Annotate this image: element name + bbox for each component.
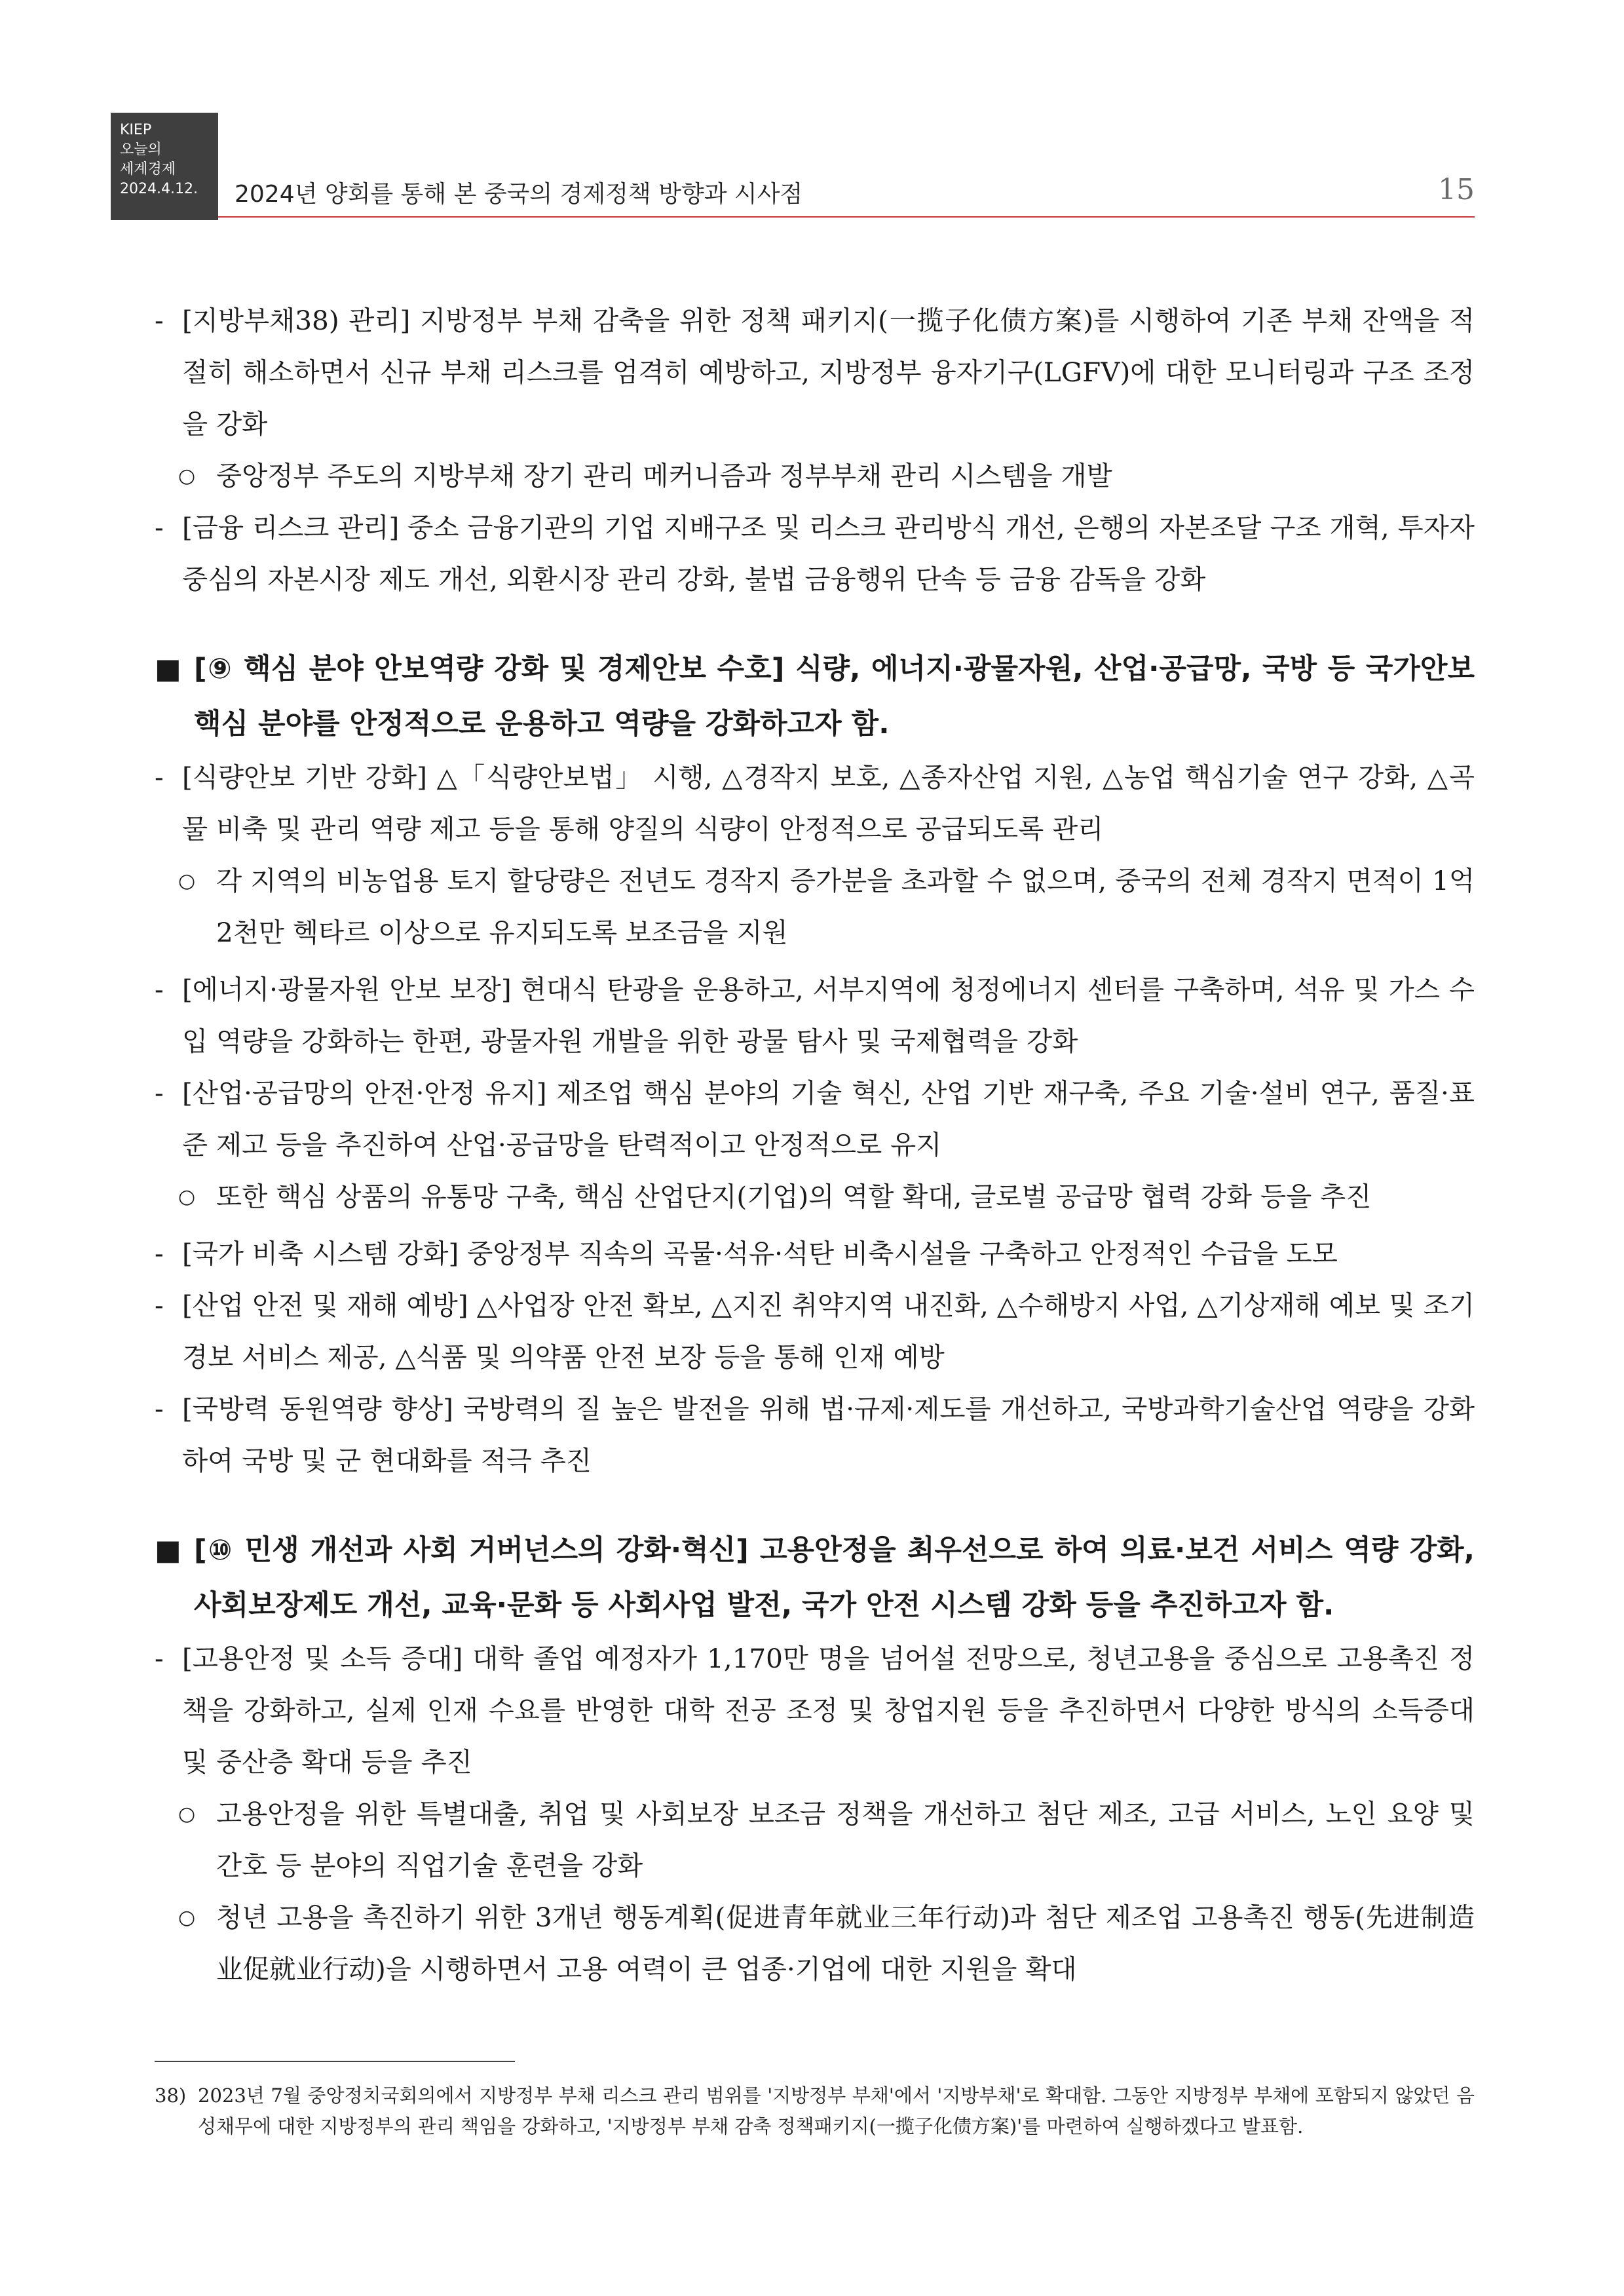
paragraph-text: 또한 핵심 상품의 유통망 구축, 핵심 산업단지(기업)의 역할 확대, 글로벌 공급망 협력 강화 등을 추진	[216, 1181, 1372, 1212]
sub-bullet-distribution	[155, 1171, 1475, 1223]
section-heading-livelihood	[155, 1523, 1475, 1633]
paragraph-text: [산업·공급망의 안전·안정 유지] 제조업 핵심 분야의 기술 혁신, 산업 기반 재구축, 주요 기술·설비 연구, 품질·표준 제고 등을 추진하여 산업·공급망을 탄력적이고 안정적으로 유지	[182, 1077, 1475, 1160]
badge-line-series-2: 세계경제	[120, 161, 176, 178]
dash-marker: -	[155, 1393, 164, 1425]
footnote-rule	[155, 2061, 515, 2062]
paragraph-text: [금융 리스크 관리] 중소 금융기관의 기업 지배구조 및 리스크 관리방식 개선, 은행의 자본조달 구조 개혁, 투자자 중심의 자본시장 제도 개선, 외환시장 관리 강화, 불법 금융행위 단속 등 금융 감독을 강화	[182, 512, 1475, 595]
paragraph-text: [국방력 동원역량 향상] 국방력의 질 높은 발전을 위해 법·규제·제도를 개선하고, 국방과학기술산업 역량을 강화하여 국방 및 군 현대화를 적극 추진	[182, 1393, 1475, 1476]
circle-marker: ○	[178, 1906, 196, 1929]
sub-bullet-vocational-training	[155, 1788, 1475, 1892]
circle-marker: ○	[178, 1185, 196, 1208]
dash-marker: -	[155, 1238, 164, 1269]
bullet-disaster-prevention	[155, 1280, 1475, 1383]
dash-marker: -	[155, 305, 164, 336]
bullet-financial-risk	[155, 502, 1475, 605]
sub-bullet-farmland	[155, 855, 1475, 959]
circle-marker: ○	[178, 870, 196, 892]
section-gap	[155, 1487, 1475, 1523]
heading-text: [⑨ 핵심 분야 안보역량 강화 및 경제안보 수호] 식량, 에너지·광물자원, 산업·공급망, 국방 등 국가안보 핵심 분야를 안정적으로 운용하고 역량을 강화하고자 함.	[194, 653, 1475, 740]
badge-line-date: 2024.4.12.	[120, 181, 198, 197]
paragraph-text: [국가 비축 시스템 강화] 중앙정부 직속의 곡물·석유·석탄 비축시설을 구축하고 안정적인 수급을 도모	[182, 1238, 1338, 1269]
dash-marker: -	[155, 1643, 164, 1674]
paragraph-text: [지방부채38) 관리] 지방정부 부채 감축을 위한 정책 패키지(一揽子化债方案)를 시행하여 기존 부채 잔액을 적절히 해소하면서 신규 부채 리스크를 엄격히 예방하고, 지방정부 융자기구(LGFV)에 대한 모니터링과 구조 조정을 강화	[182, 305, 1475, 440]
dash-marker: -	[155, 1290, 164, 1321]
dash-marker: -	[155, 761, 164, 793]
footnote-number: 38)	[155, 2084, 187, 2107]
heading-text: [⑩ 민생 개선과 사회 거버넌스의 강화·혁신] 고용안정을 최우선으로 하여 의료·보건 서비스 역량 강화, 사회보장제도 개선, 교육·문화 등 사회사업 발전, 국가 안전 시스템 강화 등을 추진하고자 함.	[194, 1534, 1475, 1622]
bullet-food-security	[155, 752, 1475, 855]
bullet-supply-chain	[155, 1067, 1475, 1171]
bullet-employment-income	[155, 1633, 1475, 1788]
paragraph-text: 각 지역의 비농업용 토지 할당량은 전년도 경작지 증가분을 초과할 수 없으며, 중국의 전체 경작지 면적이 1억 2천만 헥타르 이상으로 유지되도록 보조금을 지원	[216, 865, 1475, 948]
bullet-national-defense	[155, 1383, 1475, 1487]
paragraph-text: [산업 안전 및 재해 예방] △사업장 안전 확보, △지진 취약지역 내진화, △수해방지 사업, △기상재해 예보 및 조기경보 서비스 제공, △식품 및 의약품 안전 보장 등을 통해 인재 예방	[182, 1290, 1475, 1373]
square-marker: ■	[155, 653, 181, 685]
running-title: 2024년 양회를 통해 본 중국의 경제정책 방향과 시사점	[235, 181, 803, 208]
paragraph-text: [고용안정 및 소득 증대] 대학 졸업 예정자가 1,170만 명을 넘어설 전망으로, 청년고용을 중심으로 고용촉진 정책을 강화하고, 실제 인재 수요를 반영한 대학 전공 조정 및 창업지원 등을 추진하면서 다양한 방식의 소득증대 및 중산층 확대 등을 추진	[182, 1643, 1475, 1778]
badge-line-series: 오늘의	[120, 142, 162, 158]
square-marker: ■	[155, 1534, 181, 1567]
dash-marker: -	[155, 512, 164, 543]
publication-badge	[111, 113, 218, 220]
sub-bullet-youth-employment	[155, 1892, 1475, 1995]
paragraph-text: 고용안정을 위한 특별대출, 취업 및 사회보장 보조금 정책을 개선하고 첨단 제조, 고급 서비스, 노인 요양 및 간호 등 분야의 직업기술 훈련을 강화	[216, 1798, 1475, 1881]
footnote-text: 2023년 7월 중앙정치국회의에서 지방정부 부채 리스크 관리 범위를 '지방정부 부채'에서 '지방부채'로 확대함. 그동안 지방정부 부채에 포함되지 않았던 음성채무에 대한 지방정부의 관리 책임을 강화하고, '지방정부 부채 감축 정책패키지(一揽子化债方案)'를 마련하여 실행하겠다고 발표함.	[198, 2084, 1475, 2137]
header-rule	[218, 216, 1475, 218]
page-number: 15	[1438, 173, 1475, 206]
dash-marker: -	[155, 1077, 164, 1109]
sub-bullet-debt-mechanism	[155, 450, 1475, 502]
bullet-national-reserve	[155, 1228, 1475, 1280]
paragraph-text: [에너지·광물자원 안보 보장] 현대식 탄광을 운용하고, 서부지역에 청정에너지 센터를 구축하며, 석유 및 가스 수입 역량을 강화하는 한편, 광물자원 개발을 위한 광물 탐사 및 국제협력을 강화	[182, 974, 1475, 1057]
paragraph-text: 중앙정부 주도의 지방부채 장기 관리 메커니즘과 정부부채 관리 시스템을 개발	[216, 460, 1112, 491]
section-gap	[155, 605, 1475, 641]
badge-line-publisher: KIEP	[120, 122, 152, 138]
bullet-local-debt	[155, 295, 1475, 450]
bullet-energy-security	[155, 964, 1475, 1067]
circle-marker: ○	[178, 1803, 196, 1826]
footnote	[155, 2080, 1475, 2142]
paragraph-text: [식량안보 기반 강화] △「식량안보법」 시행, △경작지 보호, △종자산업 지원, △농업 핵심기술 연구 강화, △곡물 비축 및 관리 역량 제고 등을 통해 양질의 식량이 안정적으로 공급되도록 관리	[182, 761, 1475, 845]
body-content	[155, 295, 1475, 1995]
dash-marker: -	[155, 974, 164, 1005]
paragraph-text: 청년 고용을 촉진하기 위한 3개년 행동계획(促进青年就业三年行动)과 첨단 제조업 고용촉진 행동(先进制造业促就业行动)을 시행하면서 고용 여력이 큰 업종·기업에 대한 지원을 확대	[216, 1902, 1475, 1985]
circle-marker: ○	[178, 465, 196, 488]
section-heading-security	[155, 641, 1475, 752]
